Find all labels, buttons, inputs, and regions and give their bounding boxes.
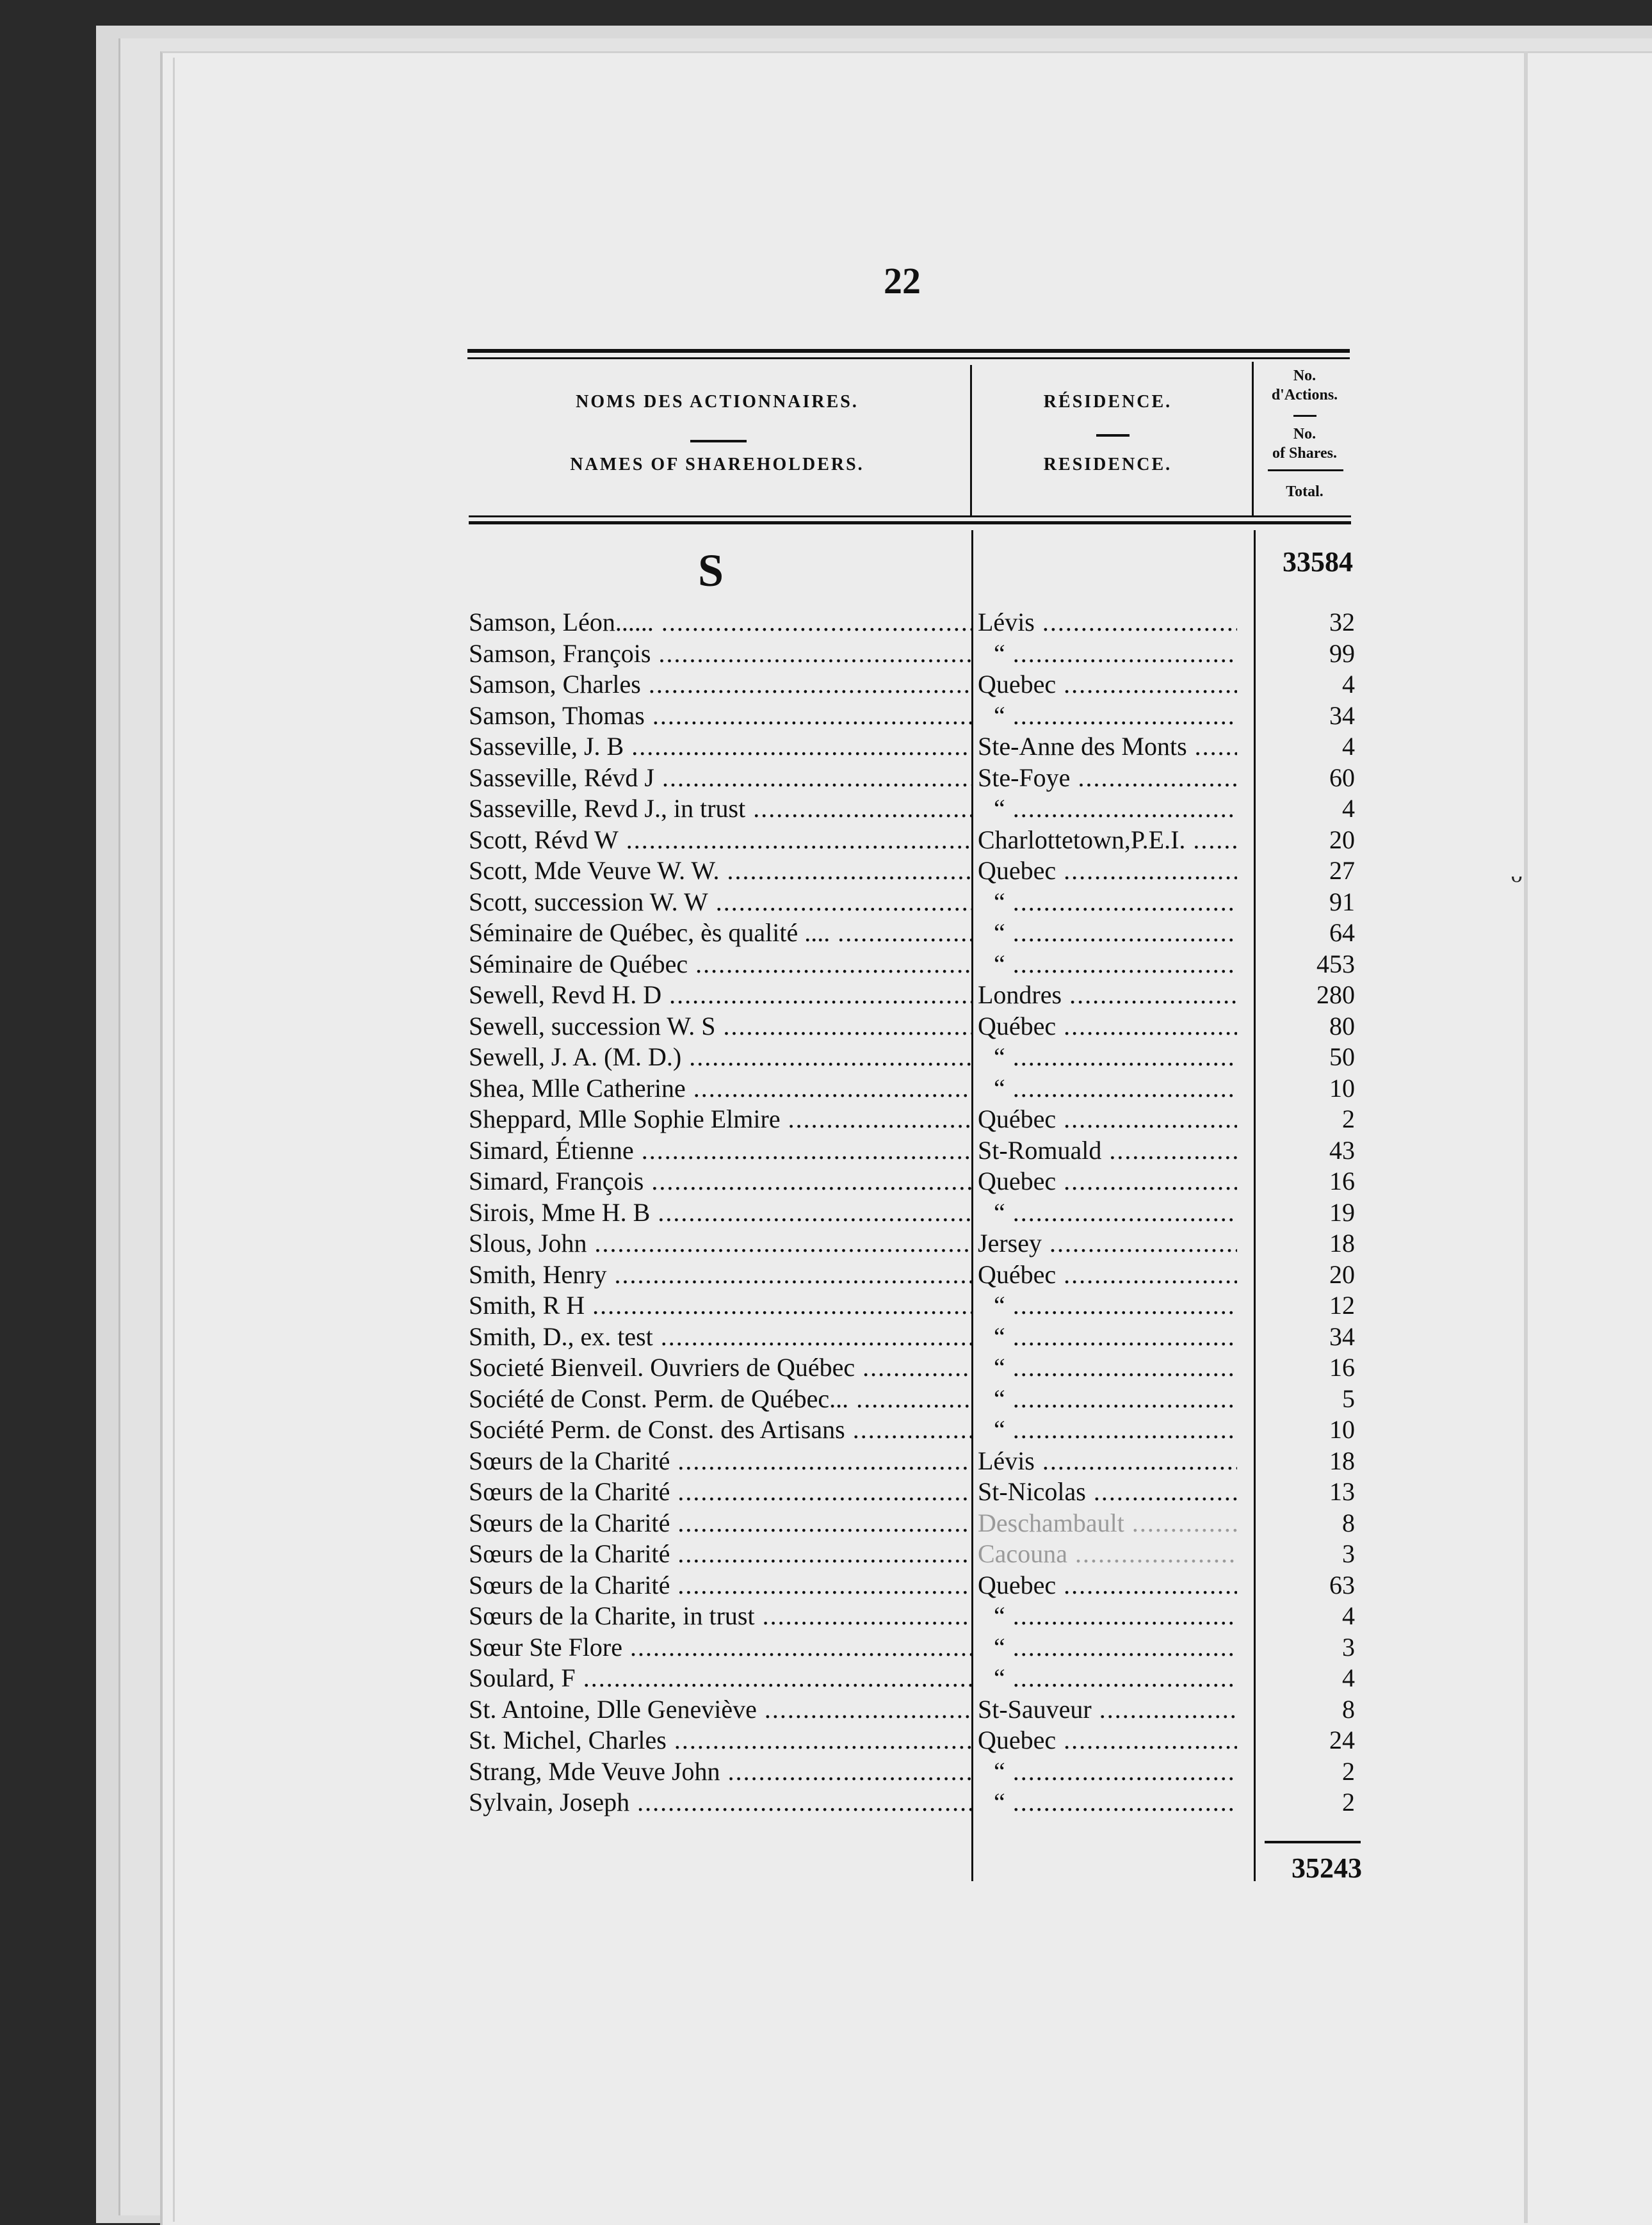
shareholder-residence: “ .....	[994, 1663, 1237, 1694]
share-count: 10	[1329, 1073, 1355, 1103]
shareholder-name: Scott, Mde Veuve W. W. .....	[469, 855, 973, 886]
share-count: 280	[1316, 980, 1355, 1009]
shareholder-residence: Quebec .....	[978, 1725, 1237, 1756]
column-divider-shares-header	[1252, 362, 1254, 515]
share-count: 50	[1329, 1042, 1355, 1071]
table-row	[469, 1259, 1365, 1291]
share-count: 13	[1329, 1477, 1355, 1506]
shareholder-residence: Québec .....	[978, 1011, 1237, 1042]
shareholder-residence: “ .....	[994, 638, 1237, 669]
header-total-rule	[1268, 469, 1343, 471]
shareholder-residence: “ .....	[994, 1756, 1237, 1787]
share-count: 2	[1342, 1104, 1355, 1133]
table-row	[469, 949, 1365, 980]
shareholder-name: Sasseville, Revd J., in trust .....	[469, 793, 973, 824]
shareholder-residence: “ .....	[994, 918, 1237, 948]
carried-forward-total: 33584	[1283, 546, 1353, 578]
share-count: 4	[1342, 732, 1355, 761]
share-count: 16	[1329, 1167, 1355, 1195]
table-row	[469, 1073, 1365, 1104]
shareholder-list	[469, 607, 1365, 1818]
shareholder-name: Sœurs de la Charité .....	[469, 1570, 973, 1601]
shareholder-name: Smith, R H .....	[469, 1290, 973, 1321]
shareholder-name: Simard, François .....	[469, 1166, 973, 1197]
table-row	[469, 1197, 1365, 1229]
table-row	[469, 1228, 1365, 1259]
page-fold	[1524, 51, 1528, 2223]
shareholder-name: Sœurs de la Charite, in trust .....	[469, 1601, 973, 1631]
shareholder-name: Sasseville, J. B .....	[469, 731, 973, 762]
share-count: 8	[1342, 1508, 1355, 1537]
shareholder-name: St. Antoine, Dlle Geneviève .....	[469, 1694, 973, 1725]
table-row	[469, 700, 1365, 732]
table-row	[469, 638, 1365, 670]
page-margin-line	[173, 58, 175, 2222]
table-row	[469, 1322, 1365, 1353]
share-count: 19	[1329, 1197, 1355, 1227]
share-count: 27	[1329, 856, 1355, 885]
table-row	[469, 1694, 1365, 1726]
shareholder-residence: “ .....	[994, 700, 1237, 731]
share-count: 5	[1342, 1384, 1355, 1413]
header-residence-dash	[1096, 434, 1130, 437]
table-row	[469, 1042, 1365, 1073]
section-letter: S	[698, 545, 724, 596]
share-count: 4	[1342, 794, 1355, 823]
header-shares-english-1: No.	[1293, 426, 1316, 442]
shareholder-name: Société Perm. de Const. des Artisans .....	[469, 1414, 973, 1445]
table-row	[469, 1384, 1365, 1415]
shareholder-residence: Quebec .....	[978, 1570, 1237, 1601]
table-row	[469, 669, 1365, 700]
header-residence-french: RÉSIDENCE.	[1043, 392, 1172, 412]
shareholder-residence: Quebec .....	[978, 1166, 1237, 1197]
share-count: 60	[1329, 763, 1355, 792]
shareholder-name: Sœur Ste Flore .....	[469, 1632, 973, 1663]
table-row	[469, 1725, 1365, 1756]
header-total: Total.	[1286, 483, 1324, 500]
grand-total: 35243	[1292, 1852, 1362, 1884]
scan-smudge: ᵕ	[1511, 859, 1523, 901]
shareholder-residence: “ .....	[994, 1352, 1237, 1383]
shareholder-name: Smith, D., ex. test .....	[469, 1322, 973, 1352]
share-count: 64	[1329, 918, 1355, 947]
shareholder-residence: St-Nicolas .....	[978, 1477, 1237, 1507]
shareholder-name: Sœurs de la Charité .....	[469, 1477, 973, 1507]
shareholder-residence: Londres .....	[978, 980, 1237, 1010]
header-rule-top	[467, 349, 1350, 353]
header-rule-bottom	[469, 515, 1351, 517]
shareholder-residence: Quebec .....	[978, 669, 1237, 700]
shareholder-residence: St-Romuald .....	[978, 1135, 1237, 1166]
shareholder-name: Sœurs de la Charité .....	[469, 1446, 973, 1477]
share-count: 32	[1329, 608, 1355, 636]
table-row	[469, 1570, 1365, 1601]
share-count: 3	[1342, 1539, 1355, 1568]
shareholder-name: Scott, succession W. W .....	[469, 887, 973, 918]
share-count: 4	[1342, 1601, 1355, 1630]
shareholder-name: Simard, Étienne .....	[469, 1135, 973, 1166]
shareholder-name: Societé Bienveil. Ouvriers de Québec .....	[469, 1352, 973, 1383]
share-count: 20	[1329, 1259, 1355, 1289]
table-row	[469, 1477, 1365, 1508]
shareholder-name: Smith, Henry .....	[469, 1259, 973, 1290]
header-names-dash	[690, 440, 747, 442]
shareholder-residence: Ste-Anne des Monts .....	[978, 731, 1237, 762]
shareholder-name: Séminaire de Québec, ès qualité .... .....	[469, 918, 973, 948]
table-row	[469, 980, 1365, 1011]
share-count: 18	[1329, 1229, 1355, 1258]
shareholder-name: Sewell, succession W. S .....	[469, 1011, 973, 1042]
table-row	[469, 1290, 1365, 1322]
shareholder-name: Séminaire de Québec .....	[469, 949, 973, 980]
share-count: 16	[1329, 1353, 1355, 1382]
table-row	[469, 1508, 1365, 1539]
share-count: 34	[1329, 700, 1355, 730]
shareholder-residence: Québec .....	[978, 1104, 1237, 1135]
shareholder-residence: Québec .....	[978, 1259, 1237, 1290]
shareholder-residence: Cacouna .....	[978, 1539, 1237, 1569]
table-row	[469, 731, 1365, 763]
table-row	[469, 1352, 1365, 1384]
share-count: 80	[1329, 1011, 1355, 1040]
total-rule	[1265, 1841, 1361, 1843]
table-row	[469, 793, 1365, 825]
header-rule-top-thin	[467, 357, 1350, 359]
shareholder-residence: Lévis .....	[978, 607, 1237, 638]
shareholder-name: Sirois, Mme H. B .....	[469, 1197, 973, 1228]
shareholder-residence: “ .....	[994, 1290, 1237, 1321]
header-shares-english-2: of Shares.	[1272, 445, 1337, 462]
header-shares-french-1: No.	[1293, 368, 1316, 384]
shareholder-name: Samson, Thomas .....	[469, 700, 973, 731]
table-row	[469, 855, 1365, 887]
table-row	[469, 1539, 1365, 1570]
share-count: 453	[1316, 949, 1355, 978]
shareholder-residence: “ .....	[994, 1322, 1237, 1352]
share-count: 43	[1329, 1135, 1355, 1165]
header-rule-bottom-thick	[469, 521, 1351, 524]
shareholder-residence: “ .....	[994, 1632, 1237, 1663]
shareholder-name: Soulard, F .....	[469, 1663, 973, 1694]
table-row	[469, 887, 1365, 918]
share-count: 63	[1329, 1570, 1355, 1599]
shareholder-name: Sœurs de la Charité .....	[469, 1539, 973, 1569]
shareholder-name: Samson, Léon...... .....	[469, 607, 973, 638]
shareholder-residence: St-Sauveur .....	[978, 1694, 1237, 1725]
shareholder-name: Société de Const. Perm. de Québec... .....	[469, 1384, 973, 1414]
table-row	[469, 1787, 1365, 1818]
shareholder-residence: “ .....	[994, 1601, 1237, 1631]
header-names-english: NAMES OF SHAREHOLDERS.	[570, 455, 864, 474]
header-shares-dash	[1293, 415, 1316, 417]
table-row	[469, 1104, 1365, 1135]
shareholder-name: Slous, John .....	[469, 1228, 973, 1259]
column-divider-residence-header	[970, 365, 972, 515]
table-row	[469, 1756, 1365, 1788]
shareholder-residence: “ .....	[994, 793, 1237, 824]
table-row	[469, 918, 1365, 949]
table-row	[469, 1632, 1365, 1663]
shareholder-name: Sœurs de la Charité .....	[469, 1508, 973, 1539]
share-count: 99	[1329, 638, 1355, 668]
shareholder-residence: Jersey .....	[978, 1228, 1237, 1259]
shareholder-residence: “ .....	[994, 1787, 1237, 1818]
shareholder-name: Sewell, Revd H. D .....	[469, 980, 973, 1010]
table-row	[469, 607, 1365, 638]
shareholder-residence: “ .....	[994, 949, 1237, 980]
shareholder-residence: “ .....	[994, 1384, 1237, 1414]
shareholder-residence: “ .....	[994, 887, 1237, 918]
share-count: 2	[1342, 1756, 1355, 1786]
shareholder-residence: Charlottetown,P.E.I. .....	[978, 825, 1237, 855]
table-row	[469, 1166, 1365, 1197]
header-shares-french-2: d'Actions.	[1271, 387, 1338, 403]
share-count: 4	[1342, 1663, 1355, 1692]
shareholder-name: Shea, Mlle Catherine .....	[469, 1073, 973, 1104]
share-count: 20	[1329, 825, 1355, 854]
table-row	[469, 1011, 1365, 1042]
table-row	[469, 825, 1365, 856]
table-row	[469, 1414, 1365, 1446]
shareholder-name: Strang, Mde Veuve John .....	[469, 1756, 973, 1787]
shareholder-residence: “ .....	[994, 1197, 1237, 1228]
shareholder-name: Sylvain, Joseph .....	[469, 1787, 973, 1818]
share-count: 91	[1329, 887, 1355, 916]
shareholder-name: St. Michel, Charles .....	[469, 1725, 973, 1756]
header-names-french: NOMS DES ACTIONNAIRES.	[576, 392, 859, 412]
shareholder-name: Samson, Charles .....	[469, 669, 973, 700]
shareholder-residence: “ .....	[994, 1042, 1237, 1072]
shareholder-residence: Deschambault .....	[978, 1508, 1237, 1539]
page-number: 22	[884, 260, 921, 302]
table-row	[469, 1135, 1365, 1167]
shareholder-residence: Lévis .....	[978, 1446, 1237, 1477]
header-residence-english: RESIDENCE.	[1043, 455, 1172, 474]
table-row	[469, 1601, 1365, 1632]
share-count: 3	[1342, 1632, 1355, 1662]
shareholder-residence: Ste-Foye .....	[978, 763, 1237, 793]
share-count: 18	[1329, 1446, 1355, 1475]
shareholder-name: Sheppard, Mlle Sophie Elmire .....	[469, 1104, 973, 1135]
share-count: 2	[1342, 1788, 1355, 1816]
share-count: 24	[1329, 1726, 1355, 1754]
table-row	[469, 1446, 1365, 1477]
shareholder-name: Sewell, J. A. (M. D.) .....	[469, 1042, 973, 1072]
shareholder-name: Samson, François .....	[469, 638, 973, 669]
share-count: 10	[1329, 1415, 1355, 1444]
share-count: 12	[1329, 1291, 1355, 1320]
shareholder-name: Scott, Révd W .....	[469, 825, 973, 855]
share-count: 8	[1342, 1694, 1355, 1724]
shareholder-residence: “ .....	[994, 1414, 1237, 1445]
shareholder-name: Sasseville, Révd J .....	[469, 763, 973, 793]
table-row	[469, 763, 1365, 794]
share-count: 4	[1342, 670, 1355, 699]
shareholder-residence: Quebec .....	[978, 855, 1237, 886]
share-count: 34	[1329, 1322, 1355, 1351]
shareholder-residence: “ .....	[994, 1073, 1237, 1104]
table-row	[469, 1663, 1365, 1694]
